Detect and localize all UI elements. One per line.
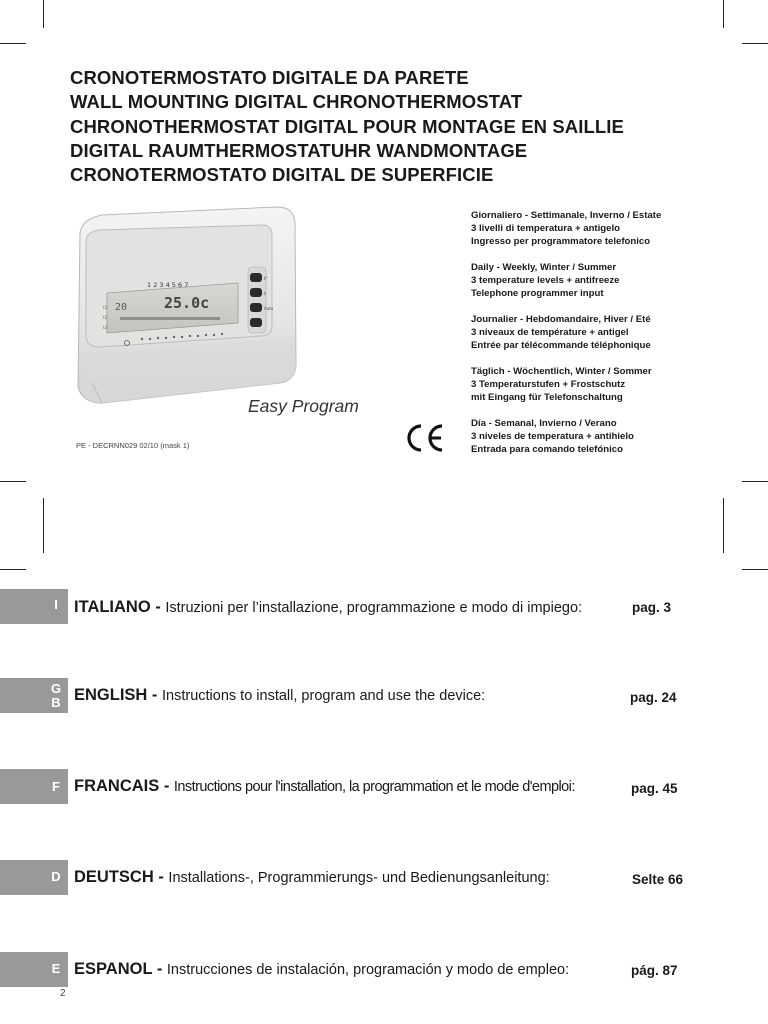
crop-mark: [0, 569, 26, 570]
device-level-t2: t2: [103, 315, 108, 320]
language-row-french[interactable]: [0, 769, 768, 809]
feature-line: Entrée par télécommande téléphonique: [471, 340, 651, 351]
device-level-t1: t1: [103, 305, 108, 310]
title-spanish: CRONOTERMOSTATO DIGITAL DE SUPERFICIE: [70, 164, 494, 186]
language-row-spanish[interactable]: [0, 952, 768, 992]
device-level-t3: t3: [103, 325, 108, 330]
features-english: [471, 261, 731, 300]
features-spanish: [471, 417, 731, 456]
language-page-ref[interactable]: pag. 45: [631, 781, 678, 796]
feature-line: 3 temperature levels + antifreeze: [471, 275, 620, 286]
language-row-italian[interactable]: [0, 589, 768, 629]
title-italian: CRONOTERMOSTATO DIGITALE DA PARETE: [70, 67, 469, 88]
language-name: ESPANOL -: [74, 960, 167, 978]
language-entry: [74, 777, 575, 796]
feature-line: Giornaliero - Settimanale, Inverno / Estate: [471, 210, 662, 221]
feature-line: Telephone programmer input: [471, 288, 604, 299]
language-description: Instructions pour l'installation, la programmation et le mode d'emploi:: [173, 779, 575, 795]
crop-mark: [723, 0, 724, 28]
language-description: Instrucciones de instalación, programación y modo de empleo:: [166, 962, 570, 978]
device-button-label-minus: t-: [264, 291, 268, 296]
features-french: [471, 313, 731, 352]
crop-mark: [43, 498, 44, 553]
feature-line: Entrada para comando telefónico: [471, 444, 623, 455]
ce-mark-icon: [404, 423, 446, 453]
thermostat-device-image: [72, 205, 297, 410]
feature-line: 3 Temperaturstufen + Frostschutz: [471, 379, 626, 390]
feature-line: 3 niveles de temperatura + antihielo: [471, 431, 634, 442]
device-button-label-auto: Auto: [264, 306, 274, 311]
crop-mark: [742, 481, 768, 482]
title-german: DIGITAL RAUMTHERMOSTATUHR WANDMONTAGE: [70, 139, 528, 161]
language-description: Istruzioni per l’installazione, programmazione e modo di impiego:: [165, 600, 583, 616]
language-name: FRANCAIS -: [74, 777, 174, 795]
language-entry: [74, 686, 485, 705]
device-button-label-temp: t°: [264, 276, 268, 281]
features-list: [471, 209, 731, 469]
crop-mark: [742, 569, 768, 570]
features-italian: [471, 209, 731, 248]
language-name: ITALIANO -: [74, 598, 166, 616]
feature-line: 3 niveaux de température + antigel: [471, 327, 629, 338]
language-page-ref[interactable]: pag. 3: [632, 600, 672, 615]
feature-line: Journalier - Hebdomandaire, Hiver / Eté: [471, 314, 651, 325]
language-description: Installations-, Programmierungs- und Bedienungsanleitung:: [168, 870, 550, 886]
crop-mark: [0, 43, 26, 44]
language-code: D: [51, 869, 61, 884]
features-german: [471, 365, 731, 404]
feature-line: Día - Semanal, Invierno / Verano: [471, 418, 617, 429]
device-day-indicators: 1 2 3 4 5 6 7: [147, 281, 189, 289]
language-name: ENGLISH -: [74, 686, 163, 704]
feature-line: 3 livelli di temperatura + antigelo: [471, 223, 621, 234]
crop-mark: [0, 481, 26, 482]
language-page-ref[interactable]: pag. 24: [630, 690, 677, 705]
title-english: WALL MOUNTING DIGITAL CHRONOTHERMOSTAT: [70, 91, 523, 113]
crop-mark: [43, 0, 44, 28]
language-code: G B: [50, 681, 62, 710]
language-page-ref[interactable]: Selte 66: [632, 872, 684, 887]
product-name: Easy Program: [248, 396, 359, 416]
language-code: E: [51, 961, 61, 976]
crop-mark: [742, 43, 768, 44]
language-code: F: [52, 779, 60, 794]
language-row-english[interactable]: [0, 678, 768, 718]
device-time-readout: 20: [115, 302, 128, 313]
language-entry: [74, 868, 550, 887]
document-code: PE - DECRNN029 02/10 (mask 1): [76, 441, 190, 450]
title-french: CHRONOTHERMOSTAT DIGITAL POUR MONTAGE EN SAILLIE: [70, 115, 624, 137]
crop-mark: [723, 498, 724, 553]
device-temperature-readout: 25.0c: [164, 294, 210, 312]
feature-line: Daily - Weekly, Winter / Summer: [471, 262, 617, 273]
language-entry: [74, 960, 569, 979]
language-code: I: [54, 597, 58, 612]
feature-line: mit Eingang für Telefonschaltung: [471, 392, 623, 403]
language-entry: [74, 598, 582, 617]
page-number: 2: [60, 988, 66, 999]
language-page-ref[interactable]: pág. 87: [631, 963, 678, 978]
language-description: Instructions to install, program and use the device:: [162, 688, 486, 704]
feature-line: Ingresso per programmatore telefonico: [471, 236, 651, 247]
language-name: DEUTSCH -: [74, 868, 169, 886]
feature-line: Täglich - Wöchentlich, Winter / Sommer: [471, 366, 652, 377]
language-row-german[interactable]: [0, 860, 768, 900]
title-block: [70, 66, 750, 187]
